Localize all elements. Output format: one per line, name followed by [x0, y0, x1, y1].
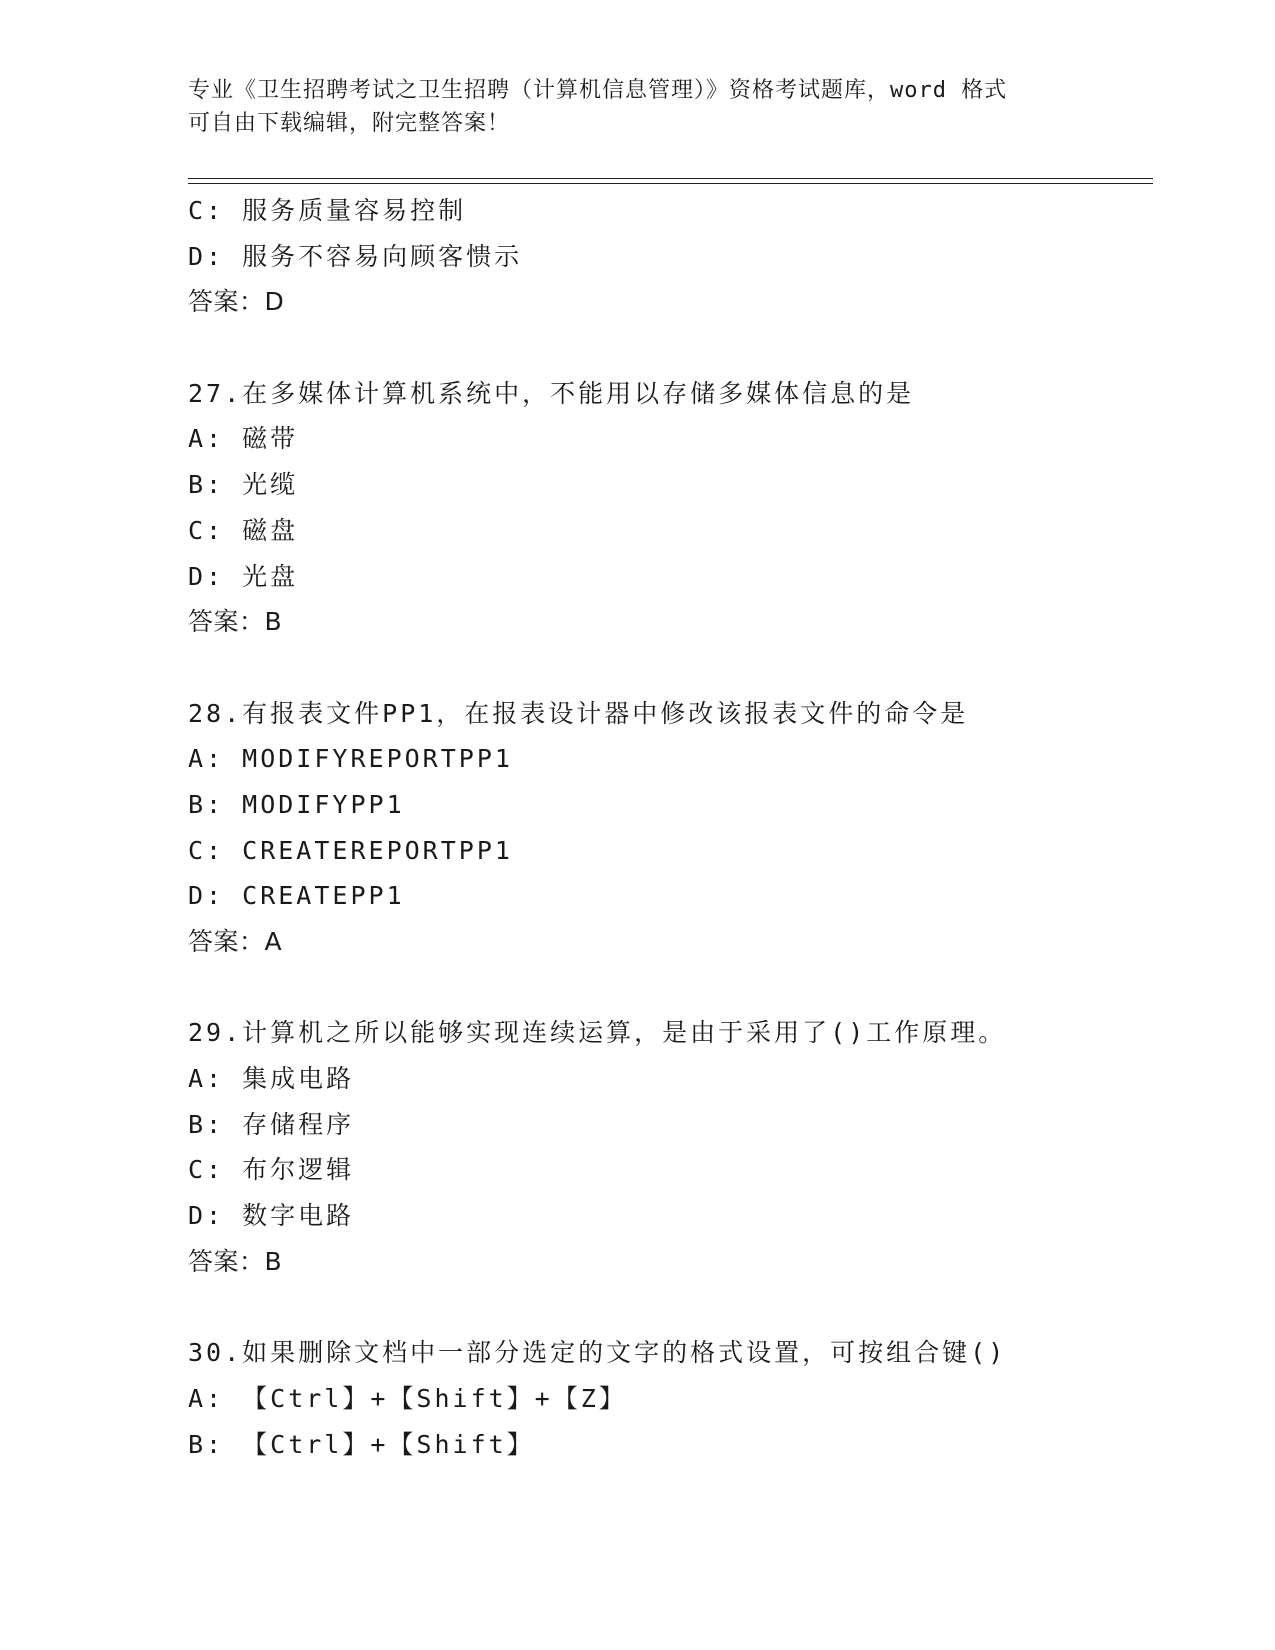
option-c: C: 服务质量容易控制 [188, 196, 467, 225]
option-d: D: CREATEPP1 [188, 881, 405, 911]
option-b: B: 光缆 [188, 470, 299, 500]
question-stem: 28.有报表文件PP1，在报表设计器中修改该报表文件的命令是 [188, 698, 969, 728]
question-29 [188, 1010, 1168, 1284]
option-c: C: 磁盘 [188, 515, 299, 545]
option-a: A: MODIFYREPORTPP1 [188, 744, 513, 774]
answer-line: 答案：A [188, 927, 283, 956]
answer-line: 答案：B [188, 1246, 283, 1276]
header-line-2: 可自由下载编辑，附完整答案！ [188, 111, 511, 136]
option-a: A: 【Ctrl】+【Shift】+【Z】 [188, 1383, 627, 1413]
option-a: A: 集成电路 [188, 1064, 355, 1094]
option-d: D: 光盘 [188, 561, 299, 591]
option-c: C: CREATEREPORTPP1 [188, 835, 513, 865]
question-list [188, 188, 1168, 1467]
question-28 [188, 691, 1168, 965]
option-d: D: 数字电路 [188, 1201, 355, 1231]
answer-line: 答案：B [188, 607, 283, 637]
option-b: B: 存储程序 [188, 1109, 355, 1139]
option-b: B: MODIFYPP1 [188, 789, 405, 819]
spacer [188, 325, 1168, 371]
spacer [188, 1285, 1168, 1331]
question-stem: 29.计算机之所以能够实现连续运算，是由于采用了()工作原理。 [188, 1018, 1007, 1048]
answer-line: 答案：D [188, 287, 285, 317]
previous-question-tail [188, 188, 1168, 325]
option-c: C: 布尔逻辑 [188, 1155, 355, 1185]
spacer [188, 645, 1168, 691]
question-stem: 30.如果删除文档中一部分选定的文字的格式设置，可按组合键() [188, 1338, 1007, 1368]
option-d: D: 服务不容易向顾客愦示 [188, 241, 523, 271]
question-27 [188, 371, 1168, 645]
header-line-1: 专业《卫生招聘考试之卫生招聘（计算机信息管理）》资格考试题库，word 格式 [188, 78, 1008, 103]
spacer [188, 965, 1168, 1011]
header-divider-top [188, 178, 1153, 179]
question-30 [188, 1330, 1168, 1467]
header-divider-bottom [188, 183, 1153, 184]
option-b: B: 【Ctrl】+【Shift】 [188, 1429, 535, 1459]
question-stem: 27.在多媒体计算机系统中，不能用以存储多媒体信息的是 [188, 378, 915, 408]
option-a: A: 磁带 [188, 424, 299, 454]
document-header [188, 74, 1068, 140]
